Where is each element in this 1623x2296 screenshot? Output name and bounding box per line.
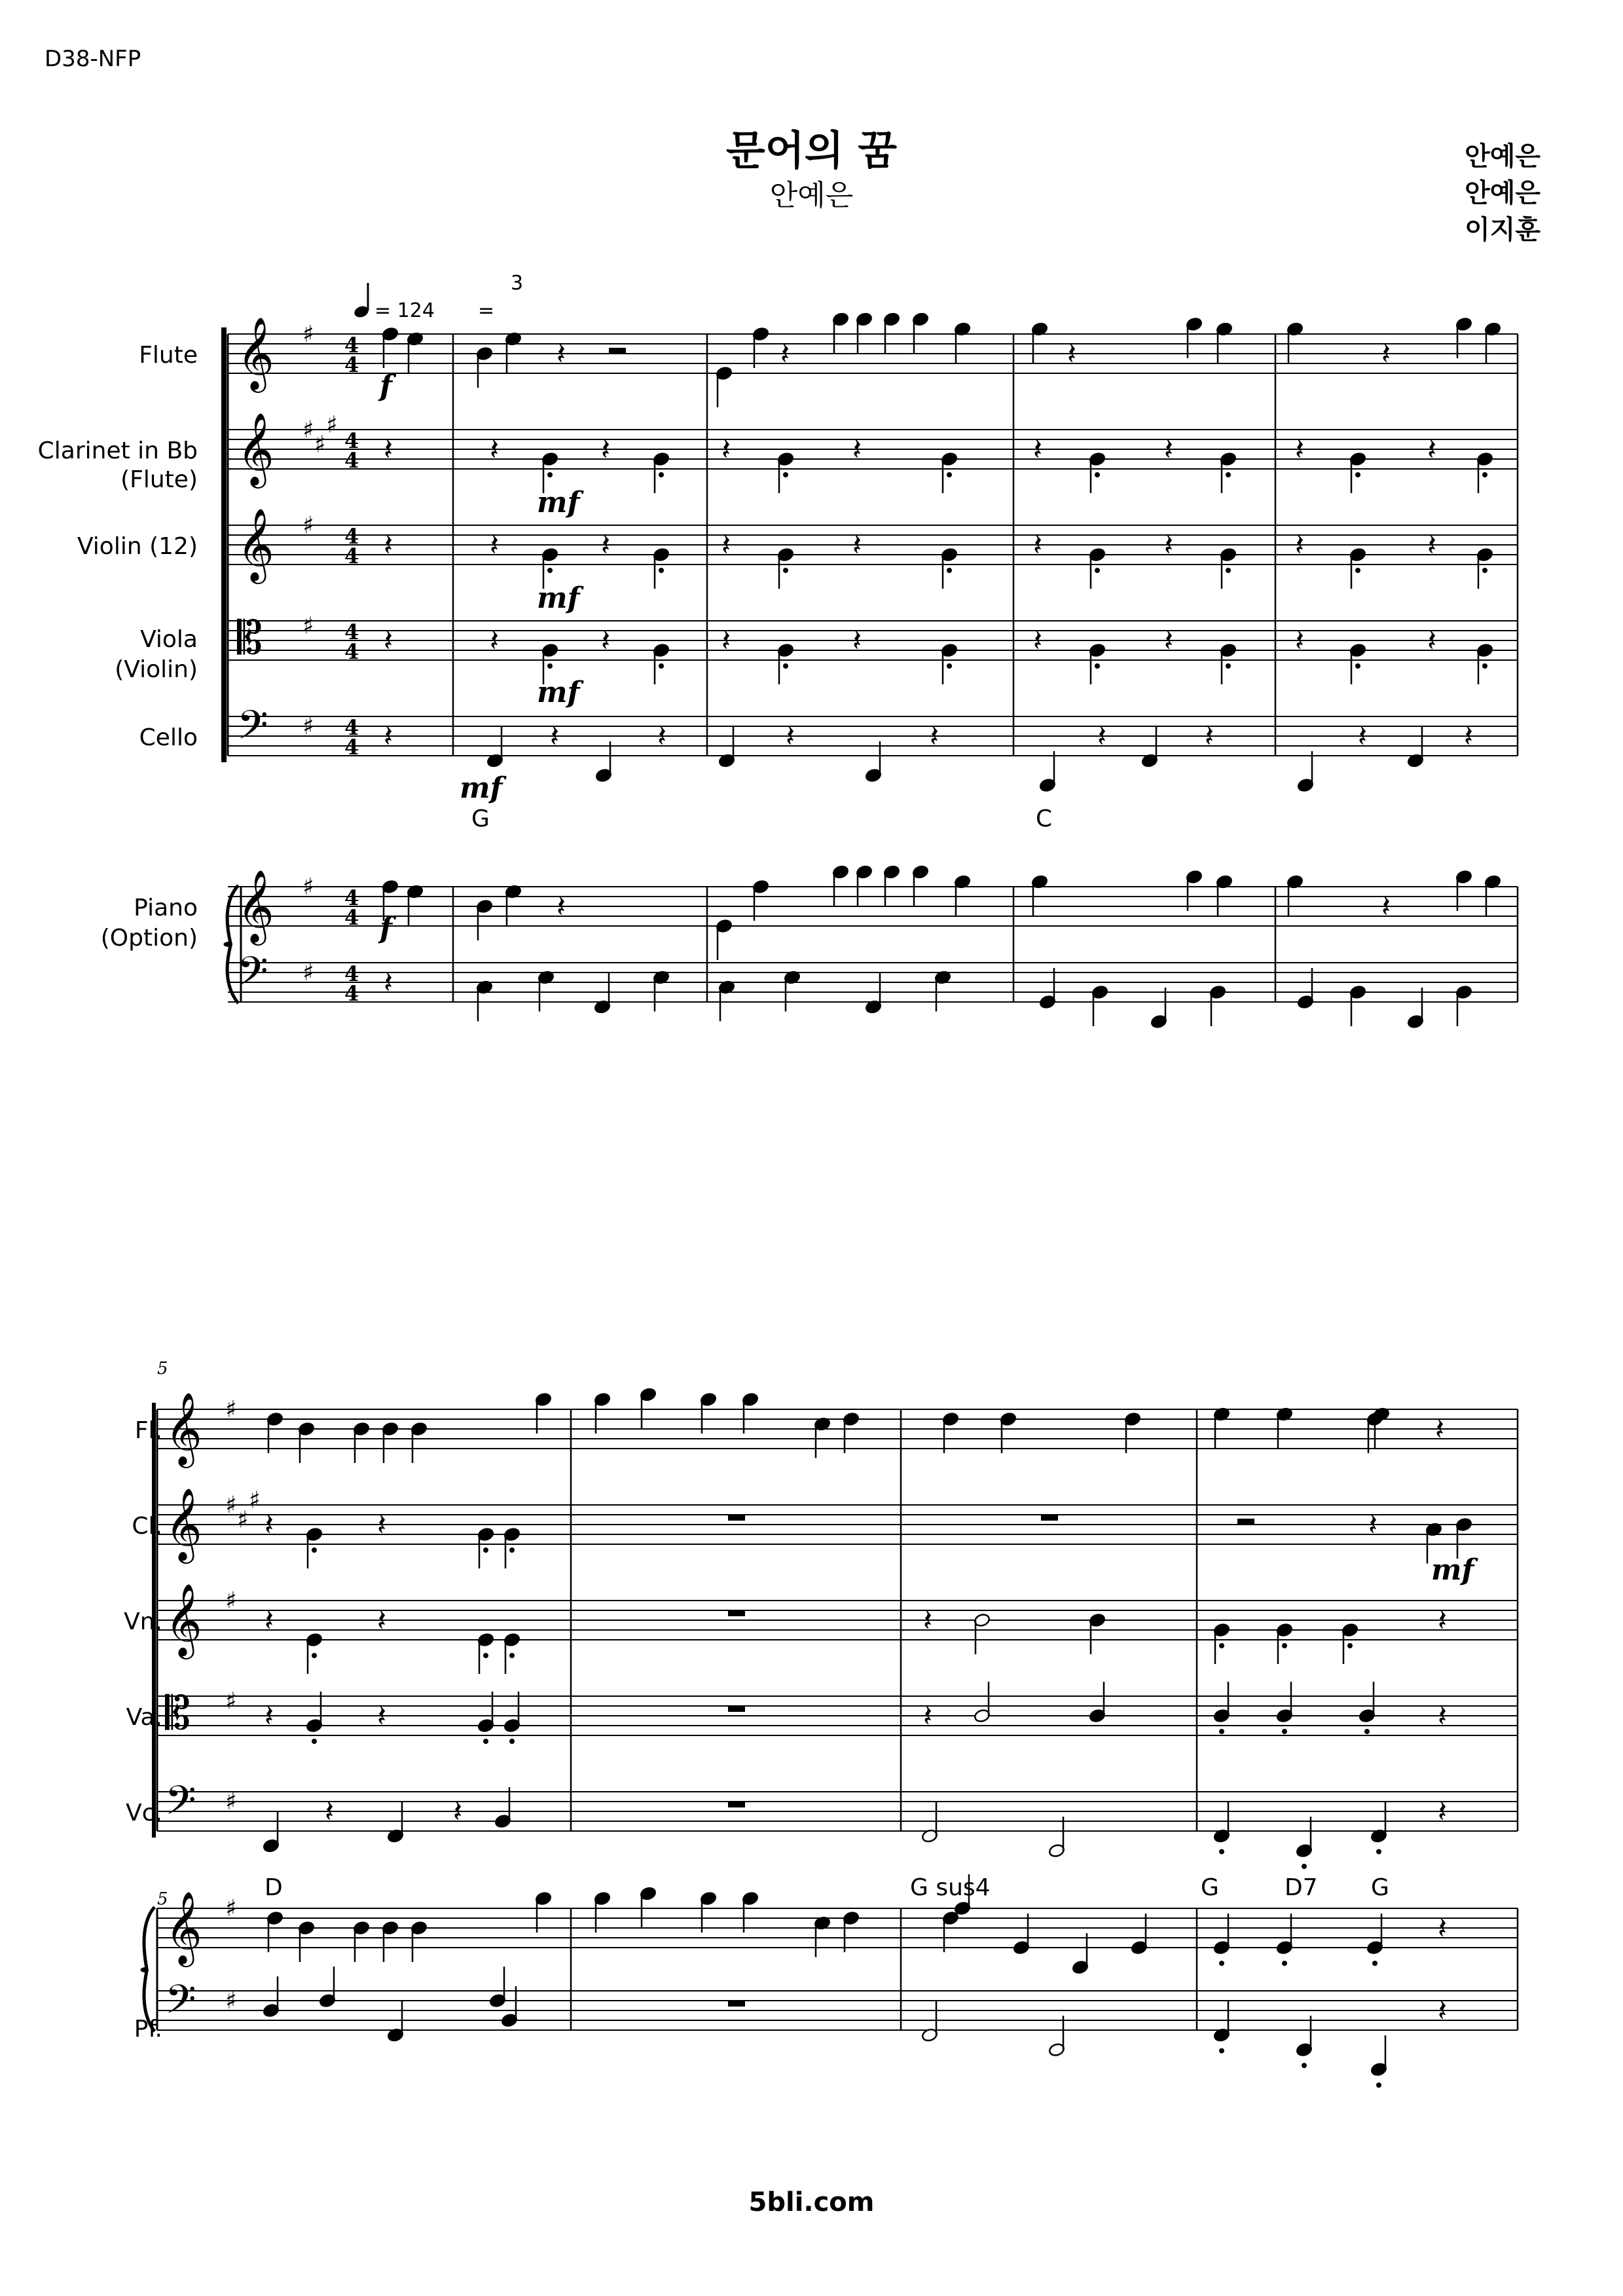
music-symbols: [165, 316, 359, 2033]
time-signature: 4: [344, 448, 359, 473]
label-fl: Fl.: [134, 1417, 162, 1444]
staccato-dot: [1219, 1961, 1224, 1966]
quarter-rest: 𝄽: [1033, 432, 1043, 467]
staccato-dot: [1482, 663, 1487, 669]
staccato-dot: [1219, 1729, 1224, 1734]
quarter-rest: 𝄽: [490, 432, 500, 467]
quarter-rest: 𝄽: [1033, 623, 1043, 658]
dynamic-clarinet: mf: [537, 486, 580, 519]
whole-rest: [728, 1515, 745, 1521]
staccato-dot: [312, 1547, 317, 1553]
staccato-dot: [1364, 1729, 1370, 1734]
staccato-dot: [483, 1739, 488, 1744]
quarter-rest: 𝄽: [852, 623, 862, 658]
tempo-bpm: = 124: [374, 299, 435, 322]
quarter-rest: 𝄽: [786, 718, 795, 754]
quarter-rest: 𝄽: [384, 527, 393, 563]
label-vc: Vc.: [126, 1800, 162, 1826]
label-viola: Viola: [140, 626, 198, 653]
quarter-rest: 𝄽: [1164, 432, 1174, 467]
time-signature: 4: [344, 885, 359, 910]
quarter-rest: 𝄽: [490, 527, 500, 563]
time-signature: 4: [344, 352, 359, 377]
quarter-rest: 𝄽: [1097, 718, 1107, 754]
staccato-dot: [1226, 472, 1231, 477]
credit-arranger: 이지훈: [1465, 215, 1541, 245]
quarter-rest: 𝄽: [264, 1602, 274, 1638]
staccato-dot: [783, 663, 788, 669]
quarter-rest: 𝄽: [1438, 1698, 1448, 1733]
chord-d: D: [264, 1874, 283, 1901]
quarter-rest: 𝄽: [550, 718, 560, 754]
quarter-rest: 𝄽: [1067, 336, 1077, 371]
quarter-rest: 𝄽: [1427, 527, 1437, 563]
staccato-dot: [1282, 1961, 1287, 1966]
chord-d7: D7: [1285, 1874, 1318, 1901]
quarter-rest: 𝄽: [1205, 718, 1214, 754]
clef-piano: 𝄞: [237, 869, 274, 942]
label-clarinet-sub: (Flute): [120, 466, 198, 493]
quarter-rest: 𝄽: [264, 1507, 274, 1542]
dynamic-flute: f: [380, 369, 392, 403]
quarter-rest: 𝄽: [377, 1602, 387, 1638]
staccato-dot: [1095, 663, 1100, 669]
key-signature: ♯: [225, 1988, 237, 2014]
staccato-dot: [1347, 1643, 1353, 1648]
chord-g: G: [471, 805, 490, 832]
piano-brace: [142, 1907, 155, 2031]
key-signature: ♯: [302, 417, 314, 443]
clef-treble: 𝄞: [165, 1487, 202, 1561]
staccato-dot: [1482, 472, 1487, 477]
quarter-rest: 𝄽: [1164, 623, 1174, 658]
song-subtitle: 안예은: [769, 179, 854, 212]
dynamic-clarinet-m8: mf: [1431, 1553, 1474, 1587]
tempo-triplet: 3: [511, 272, 524, 295]
quarter-rest: 𝄽: [384, 718, 393, 754]
clef-treble: 𝄞: [237, 316, 274, 390]
half-rest: [609, 348, 626, 354]
key-signature: ♯: [302, 512, 314, 539]
clef-treble: 𝄞: [165, 1583, 202, 1656]
quarter-rest: 𝄽: [377, 1698, 387, 1733]
staccato-dot: [1219, 2048, 1224, 2054]
label-piano: Piano: [134, 895, 198, 921]
label-clarinet: Clarinet in Bb: [37, 437, 198, 464]
time-signature: 4: [344, 524, 359, 549]
key-signature: ♯: [225, 1492, 237, 1519]
key-signature: ♯: [302, 959, 314, 986]
whole-rest: [728, 1610, 745, 1616]
quarter-rest: 𝄽: [601, 623, 611, 658]
clef-alto: 𝄡: [237, 611, 263, 665]
staccato-dot: [1095, 568, 1100, 573]
key-signature: ♯: [225, 1788, 237, 1815]
label-va: Va.: [126, 1704, 162, 1731]
quarter-rest: 𝄽: [657, 718, 667, 754]
staccato-dot: [1302, 1864, 1307, 1869]
chord-g-m8: G: [1201, 1874, 1219, 1901]
time-signature: 4: [344, 639, 359, 664]
staccato-dot: [547, 472, 553, 477]
quarter-rest: 𝄽: [930, 718, 939, 754]
staccato-dot: [1302, 2063, 1307, 2068]
staccato-dot: [1376, 2083, 1381, 2088]
quarter-rest: 𝄽: [601, 432, 611, 467]
staccato-dot: [509, 1547, 515, 1553]
staccato-dot: [659, 568, 664, 573]
staccato-dot: [1219, 1643, 1224, 1648]
staccato-dot: [947, 663, 952, 669]
chord-g-m8b: G: [1371, 1874, 1389, 1901]
key-signature: ♯: [302, 713, 314, 740]
time-signature: 4: [344, 620, 359, 644]
time-signature: 4: [344, 905, 359, 930]
whole-rest: [728, 1706, 745, 1712]
label-pf: Pf.: [134, 2016, 162, 2043]
staccato-dot: [783, 568, 788, 573]
quarter-rest: 𝄽: [1381, 336, 1391, 371]
staccato-dot: [509, 1739, 515, 1744]
quarter-rest: 𝄽: [1427, 432, 1437, 467]
time-signature: 4: [344, 544, 359, 568]
staccato-dot: [312, 1653, 317, 1658]
quarter-rest: 𝄽: [1295, 623, 1305, 658]
credit-lyricist: 안예은: [1465, 178, 1541, 208]
chord-c: C: [1036, 805, 1053, 832]
quarter-rest: 𝄽: [384, 432, 393, 467]
staccato-dot: [659, 663, 664, 669]
key-signature: ♯: [225, 1396, 237, 1423]
time-signature: 4: [344, 715, 359, 740]
quarter-rest: 𝄽: [384, 623, 393, 658]
quarter-rest: 𝄽: [1164, 527, 1174, 563]
time-signature: 4: [344, 961, 359, 986]
footer-site: 5bli.com: [748, 2187, 875, 2217]
staff-lines: [157, 334, 1518, 2030]
clef-piano: 𝄢: [165, 1976, 196, 2033]
key-signature: ♯: [249, 1487, 261, 1514]
quarter-rest: 𝄽: [923, 1602, 933, 1638]
whole-rest: [1041, 1515, 1058, 1521]
quarter-rest: 𝄽: [1295, 527, 1305, 563]
key-signature: ♯: [302, 874, 314, 900]
quarter-rest: 𝄽: [384, 965, 393, 1000]
quarter-rest: 𝄽: [601, 527, 611, 563]
quarter-rest: 𝄽: [923, 1698, 933, 1733]
quarter-rest: 𝄽: [1435, 1411, 1445, 1447]
quarter-rest: 𝄽: [1438, 1602, 1448, 1638]
staccato-dot: [1219, 1849, 1224, 1855]
quarter-rest: 𝄽: [1438, 1794, 1448, 1829]
time-signature: 4: [344, 333, 359, 358]
staccato-dot: [1282, 1729, 1287, 1734]
label-flute: Flute: [139, 342, 198, 369]
staccato-dot: [1282, 1643, 1287, 1648]
whole-rest: [728, 2001, 745, 2007]
quarter-rest: 𝄽: [1438, 1910, 1448, 1946]
quarter-rest: 𝄽: [325, 1794, 335, 1829]
time-signature: 4: [344, 981, 359, 1006]
whole-rest: [728, 1802, 745, 1807]
chord-gsus4: G sus4: [910, 1874, 991, 1901]
label-violin: Violin (12): [77, 533, 198, 560]
quarter-rest: 𝄽: [1295, 432, 1305, 467]
staccato-dot: [947, 568, 952, 573]
tempo-swing: =: [478, 299, 495, 322]
clef-bass: 𝄢: [237, 702, 268, 758]
tempo-marking: [353, 272, 523, 322]
dynamic-piano: f: [380, 912, 392, 945]
quarter-rest: 𝄽: [1438, 1993, 1448, 2028]
document-code: D38-NFP: [45, 46, 141, 72]
measure-number-5: 5: [157, 1359, 168, 1379]
quarter-rest: 𝄽: [453, 1794, 463, 1829]
credit-composer: 안예은: [1465, 141, 1541, 172]
clef-piano: 𝄢: [237, 948, 268, 1005]
label-cl: Cl.: [132, 1513, 162, 1540]
label-vn: Vn.: [124, 1608, 162, 1635]
key-signature: ♯: [225, 1587, 237, 1614]
staccato-dot: [483, 1547, 488, 1553]
quarter-rest: 𝄽: [377, 1507, 387, 1542]
label-cello: Cello: [139, 724, 198, 751]
staccato-dot: [1482, 568, 1487, 573]
key-signature: ♯: [237, 1506, 249, 1534]
quarter-rest: 𝄽: [1358, 718, 1368, 754]
key-signature: ♯: [326, 411, 338, 439]
quarter-rest: 𝄽: [264, 1698, 274, 1733]
quarter-rest: 𝄽: [780, 336, 790, 371]
label-piano-sub: (Option): [100, 925, 198, 952]
quarter-rest: 𝄽: [1427, 623, 1437, 658]
quarter-rest: 𝄽: [852, 432, 862, 467]
staccato-dot: [1376, 1849, 1381, 1855]
staccato-dot: [547, 663, 553, 669]
staccato-dot: [1355, 472, 1360, 477]
staccato-dot: [312, 1739, 317, 1744]
dynamic-viola: mf: [537, 676, 580, 709]
staccato-dot: [1355, 568, 1360, 573]
staccato-dot: [547, 568, 553, 573]
staccato-dot: [1355, 663, 1360, 669]
quarter-rest: 𝄽: [721, 623, 731, 658]
label-viola-sub: (Violin): [115, 656, 198, 683]
clef-treble: 𝄞: [237, 508, 274, 581]
clef-alto: 𝄡: [165, 1686, 191, 1740]
time-signature: 4: [344, 428, 359, 453]
quarter-rest: 𝄽: [721, 527, 731, 563]
half-rest: [1237, 1519, 1254, 1525]
staccato-dot: [659, 472, 664, 477]
key-signature: ♯: [225, 1895, 237, 1922]
quarter-rest: 𝄽: [721, 432, 731, 467]
dynamic-cello: mf: [460, 771, 503, 805]
quarter-rest: 𝄽: [852, 527, 862, 563]
staccato-dot: [483, 1653, 488, 1658]
quarter-rest: 𝄽: [1464, 718, 1474, 754]
quarter-rest: 𝄽: [1381, 889, 1391, 924]
staccato-dot: [1226, 663, 1231, 669]
quarter-rest: 𝄽: [490, 623, 500, 658]
piano-brace: [225, 885, 238, 1003]
clef-bass: 𝄢: [165, 1777, 196, 1834]
key-signature: ♯: [302, 612, 314, 640]
staccato-dot: [1226, 568, 1231, 573]
staccato-dot: [783, 472, 788, 477]
quarter-rest: 𝄽: [556, 336, 566, 371]
key-signature: ♯: [225, 1688, 237, 1715]
time-signature: 4: [344, 735, 359, 760]
clef-treble: 𝄞: [165, 1392, 202, 1465]
staccato-dot: [947, 472, 952, 477]
dynamic-violin: mf: [537, 582, 580, 615]
quarter-rest: 𝄽: [556, 889, 566, 924]
barlines: [142, 327, 1518, 2031]
quarter-rest: 𝄽: [1368, 1507, 1378, 1542]
key-signature: ♯: [314, 431, 326, 458]
quarter-rest: 𝄽: [1033, 527, 1043, 563]
clef-piano: 𝄞: [165, 1891, 202, 1964]
system-bracket: [221, 327, 227, 762]
clef-treble: 𝄞: [237, 412, 274, 485]
staccato-dot: [1095, 472, 1100, 477]
staccato-dot: [509, 1653, 515, 1658]
song-title: 문어의 꿈: [725, 126, 898, 174]
staccato-dot: [1372, 1961, 1377, 1966]
key-signature: ♯: [302, 321, 314, 348]
measure-number-5-piano: 5: [157, 1889, 168, 1909]
